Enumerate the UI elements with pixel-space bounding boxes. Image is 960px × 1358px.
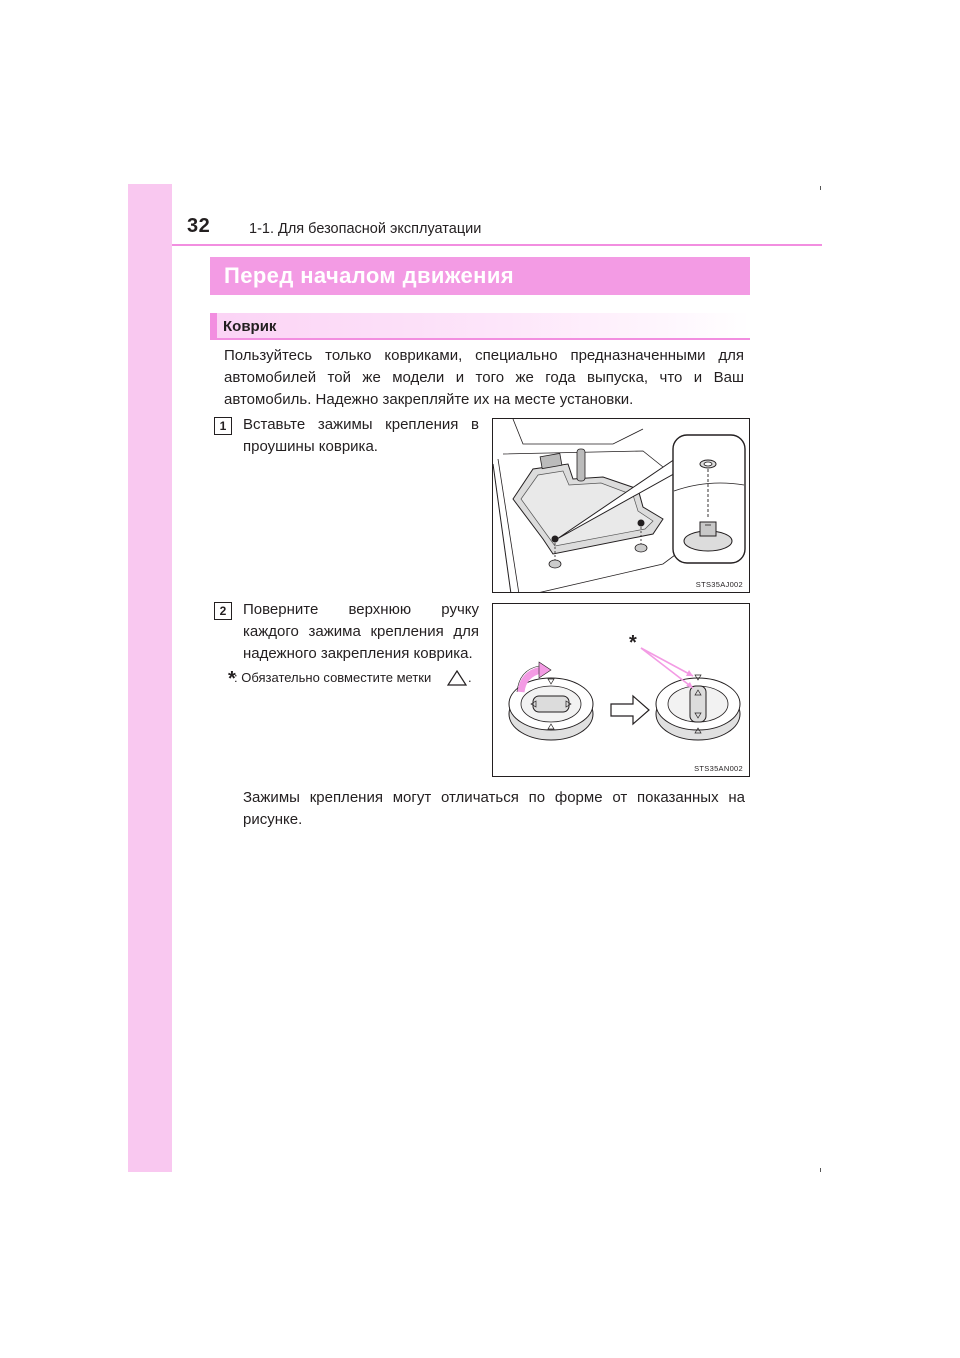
note-suffix: . bbox=[468, 670, 472, 685]
closing-line: Зажимы крепления могут отличаться по форме от показанных на bbox=[243, 789, 745, 806]
crop-mark bbox=[820, 1168, 821, 1172]
figure-marker: * bbox=[629, 632, 637, 654]
subsection-accent-bar bbox=[210, 313, 217, 339]
clip-figure bbox=[492, 603, 750, 777]
closing-line: рисунке. bbox=[243, 811, 303, 828]
step-2-line: Поверните верхнюю ручку bbox=[243, 601, 479, 618]
note-text: : Обязательно совместите метки bbox=[234, 670, 432, 685]
step-number-1: 1 bbox=[214, 417, 232, 435]
section-heading: 1-1. Для безопасной эксплуатации bbox=[249, 221, 482, 237]
floor-mat-figure bbox=[492, 418, 750, 593]
header-rule bbox=[172, 244, 822, 246]
step-2-line: надежного закрепления коврика. bbox=[243, 645, 473, 662]
step-2-line: каждого зажима крепления для bbox=[243, 623, 479, 640]
subsection-title: Коврик bbox=[223, 318, 277, 335]
side-tab-band bbox=[128, 184, 172, 1172]
subsection-rule bbox=[210, 338, 750, 340]
triangle-mark-icon bbox=[446, 669, 468, 687]
page-title: Перед началом движения bbox=[224, 263, 515, 288]
crop-mark bbox=[820, 186, 821, 190]
step-number-2: 2 bbox=[214, 602, 232, 620]
figure-code: STS35AN002 bbox=[694, 764, 743, 773]
intro-line: Пользуйтесь только ковриками, специально предназначенными для bbox=[224, 347, 744, 364]
page-number: 32 bbox=[187, 215, 211, 237]
note-marker: * bbox=[228, 668, 236, 690]
figure-code: STS35AJ002 bbox=[695, 580, 743, 589]
step-1-line: проушины коврика. bbox=[243, 438, 378, 455]
subsection-banner bbox=[210, 313, 750, 339]
clip-rotation-illustration bbox=[493, 604, 749, 776]
intro-line: автомобиль. Надежно закрепляйте их на месте установки. bbox=[224, 391, 634, 408]
floor-mat-illustration bbox=[493, 419, 749, 592]
intro-line: автомобилей той же модели и того же года выпуска, что и Ваш bbox=[224, 369, 744, 386]
step-1-line: Вставьте зажимы крепления в bbox=[243, 416, 479, 433]
